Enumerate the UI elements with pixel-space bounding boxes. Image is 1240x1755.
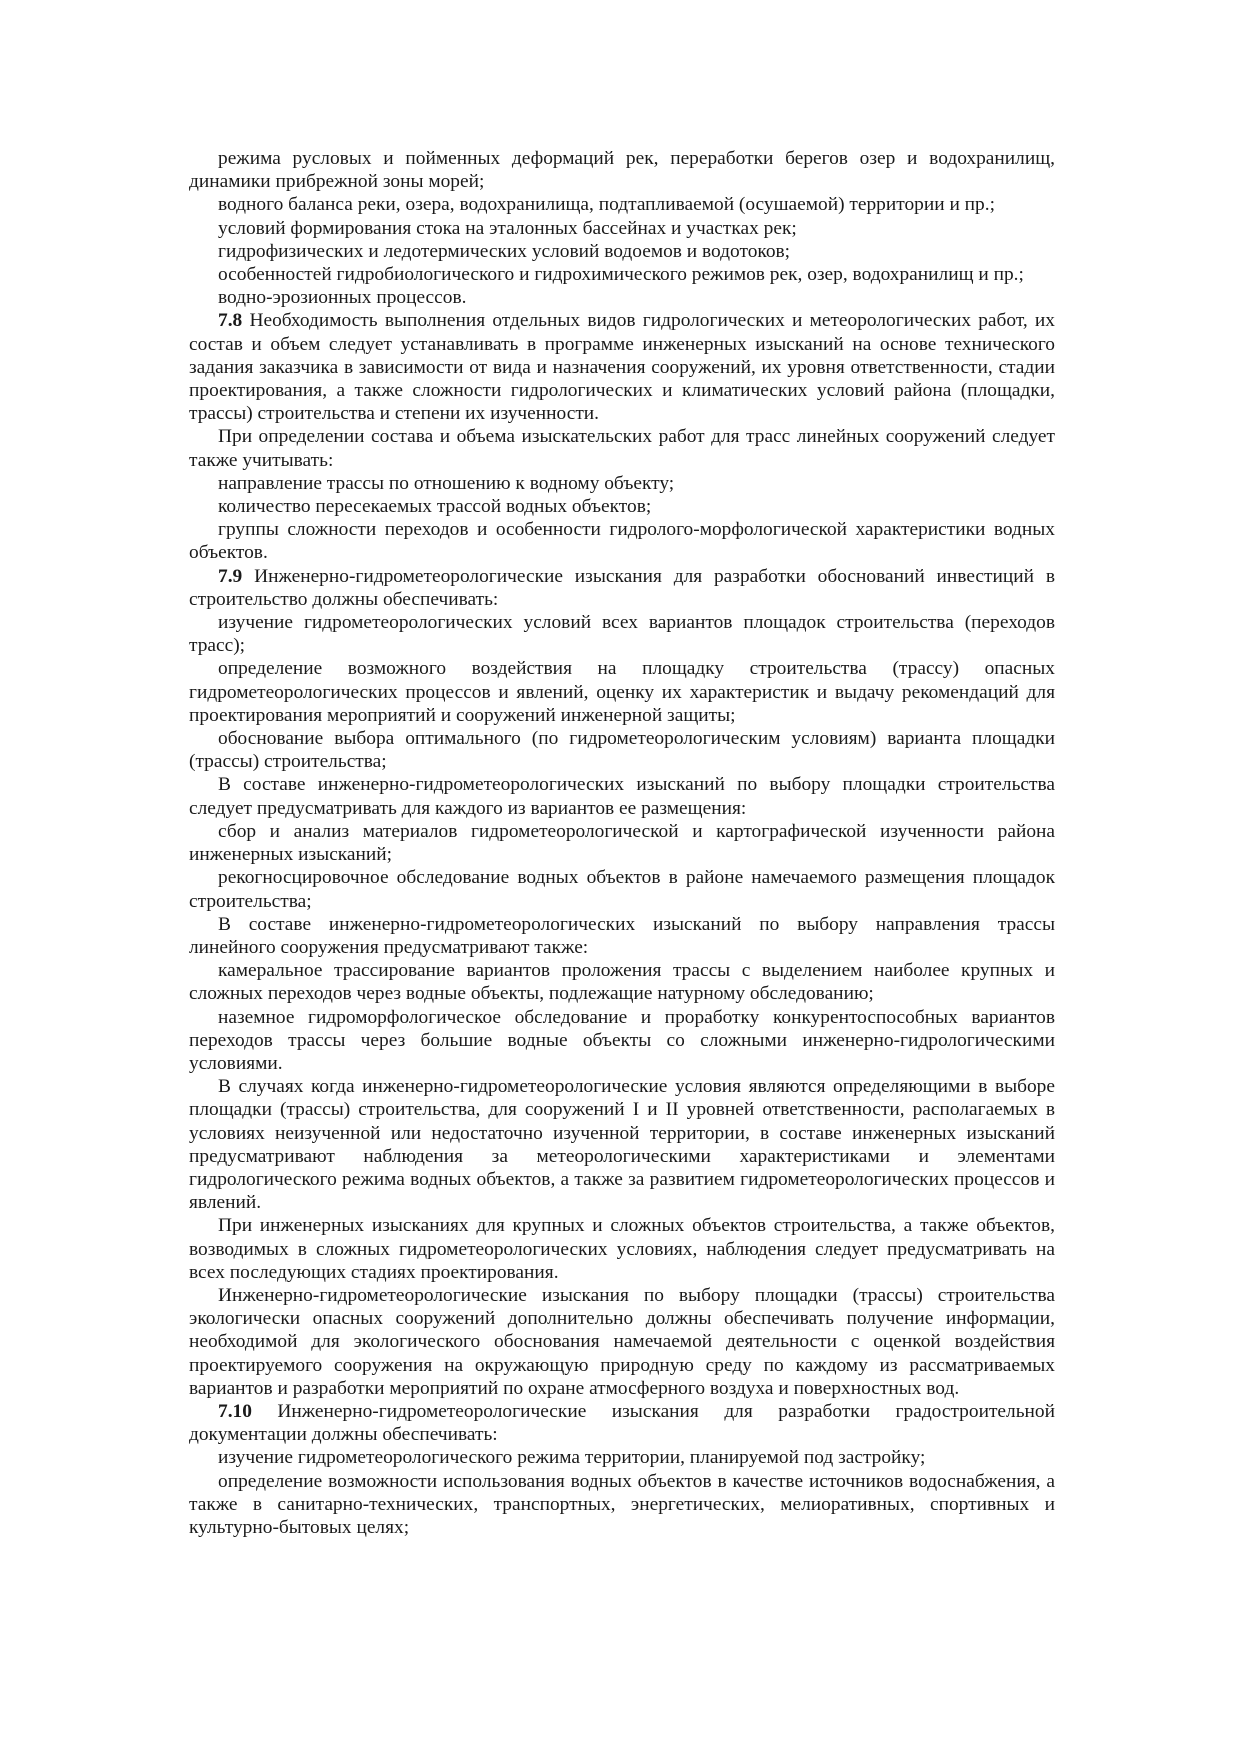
paragraph: [189, 193, 1055, 216]
paragraph: [189, 866, 1055, 912]
section-7-9: [189, 565, 1055, 611]
paragraph: [189, 263, 1055, 286]
paragraph: [189, 240, 1055, 263]
paragraph-text: Инженерно-гидрометеорологические изыскания для разработки обоснований инвестиций в строительство должны обеспечивать:: [189, 565, 1055, 610]
paragraph: [189, 773, 1055, 819]
paragraph-text: условий формирования стока на эталонных бассейнах и участках рек;: [218, 217, 797, 239]
paragraph-text: камеральное трассирование вариантов проложения трассы с выделением наиболее крупных и сложных переходов через водные объекты, подлежащие натурному обследованию;: [189, 960, 1055, 1005]
paragraph-text: направление трассы по отношению к водному объекту;: [218, 472, 675, 494]
paragraph: [189, 820, 1055, 866]
paragraph-text: режима русловых и пойменных деформаций рек, переработки берегов озер и водохранилищ, динамики прибрежной зоны морей;: [189, 148, 1055, 193]
paragraph: [189, 518, 1055, 564]
paragraph: [189, 495, 1055, 518]
paragraph: [189, 1075, 1055, 1214]
section-number: 7.8: [218, 310, 243, 332]
paragraph-text: Необходимость выполнения отдельных видов гидрологических и метеорологических работ, их состав и объем следует устанавливать в программе инженерных изысканий на основе технического задания заказчика в зависимости от вида и назначения сооружений, их уровня ответственности, стадии проектирования, а также сложности гидрологических и климатических условий района (площадки, трассы) строительства и степени их изученности.: [189, 310, 1055, 425]
paragraph: [189, 611, 1055, 657]
paragraph-text: определение возможного воздействия на площадку строительства (трассу) опасных гидрометеорологических процессов и явлений, оценку их характеристик и выдачу рекомендаций для проектирования мероприятий и сооружений инженерной защиты;: [189, 658, 1055, 726]
paragraph-text: При инженерных изысканиях для крупных и сложных объектов строительства, а также объектов, возводимых в сложных гидрометеорологических условиях, наблюдения следует предусматривать на всех последующих стадиях проектирования.: [189, 1215, 1055, 1283]
paragraph: [189, 1006, 1055, 1076]
paragraph: [189, 472, 1055, 495]
paragraph: [189, 217, 1055, 240]
paragraph-text: изучение гидрометеорологического режима территории, планируемой под застройку;: [218, 1447, 926, 1469]
section-number: 7.9: [218, 565, 243, 587]
paragraph: [189, 657, 1055, 727]
paragraph: [189, 727, 1055, 773]
paragraph-text: особенностей гидробиологического и гидрохимического режимов рек, озер, водохранилищ и пр.;: [218, 264, 1024, 286]
paragraph: [189, 959, 1055, 1005]
paragraph-text: В составе инженерно-гидрометеорологических изысканий по выбору площадки строительства следует предусматривать для каждого из вариантов ее размещения:: [189, 774, 1055, 819]
paragraph-text: водно-эрозионных процессов.: [218, 287, 467, 309]
paragraph-text: наземное гидроморфологическое обследование и проработку конкурентоспособных вариантов переходов трассы через большие водные объекты со сложными инженерно-гидрологическими условиями.: [189, 1006, 1055, 1074]
paragraph-text: количество пересекаемых трассой водных объектов;: [218, 496, 652, 518]
paragraph-text: обоснование выбора оптимального (по гидрометеорологическим условиям) варианта площадки (трассы) строительства;: [189, 728, 1055, 773]
document-page: [189, 147, 1055, 1539]
paragraph: [189, 1446, 1055, 1469]
section-7-8: [189, 309, 1055, 425]
paragraph: [189, 1284, 1055, 1400]
paragraph: [189, 286, 1055, 309]
paragraph-text: группы сложности переходов и особенности гидролого-морфологической характеристики водных объектов.: [189, 519, 1055, 564]
paragraph: [189, 913, 1055, 959]
paragraph-text: В составе инженерно-гидрометеорологических изысканий по выбору направления трассы линейного сооружения предусматривают также:: [189, 913, 1055, 958]
paragraph-text: Инженерно-гидрометеорологические изыскания по выбору площадки (трассы) строительства экологически опасных сооружений дополнительно должны обеспечивать получение информации, необходимой для экологического обоснования намечаемой деятельности с оценкой воздействия проектируемого сооружения на окружающую природную среду по каждому из рассматриваемых вариантов и разработки мероприятий по охране атмосферного воздуха и поверхностных вод.: [189, 1284, 1055, 1399]
paragraph-text: водного баланса реки, озера, водохранилища, подтапливаемой (осушаемой) территории и пр.;: [218, 194, 995, 216]
paragraph: [189, 1214, 1055, 1284]
paragraph-text: В случаях когда инженерно-гидрометеорологические условия являются определяющими в выборе площадки (трассы) строительства, для сооружений I и II уровней ответственности, располагаемых в условиях неизученной или недостаточно изученной территории, в составе инженерных изысканий предусматривают наблюдения за метеорологическими характеристиками и элементами гидрологического режима водных объектов, а также за развитием гидрометеорологических процессов и явлений.: [189, 1076, 1055, 1214]
paragraph-text: сбор и анализ материалов гидрометеорологической и картографической изученности района инженерных изысканий;: [189, 820, 1055, 866]
paragraph-text: изучение гидрометеорологических условий всех вариантов площадок строительства (переходов трасс);: [189, 612, 1055, 657]
section-7-10: [189, 1400, 1055, 1446]
section-number: 7.10: [218, 1400, 252, 1422]
paragraph: [189, 147, 1055, 193]
paragraph-text: При определении состава и объема изыскательских работ для трасс линейных сооружений следует также учитывать:: [189, 426, 1055, 471]
paragraph-text: рекогносцировочное обследование водных объектов в районе намечаемого размещения площадок строительства;: [189, 867, 1055, 912]
paragraph: [189, 1470, 1055, 1540]
paragraph-text: гидрофизических и ледотермических условий водоемов и водотоков;: [218, 240, 791, 262]
paragraph-text: Инженерно-гидрометеорологические изыскания для разработки градостроительной документации должны обеспечивать:: [189, 1400, 1055, 1446]
paragraph-text: определение возможности использования водных объектов в качестве источников водоснабжения, а также в санитарно-технических, транспортных, энергетических, мелиоративных, спортивных и культурно-бытовых целях;: [189, 1470, 1055, 1538]
paragraph: [189, 425, 1055, 471]
